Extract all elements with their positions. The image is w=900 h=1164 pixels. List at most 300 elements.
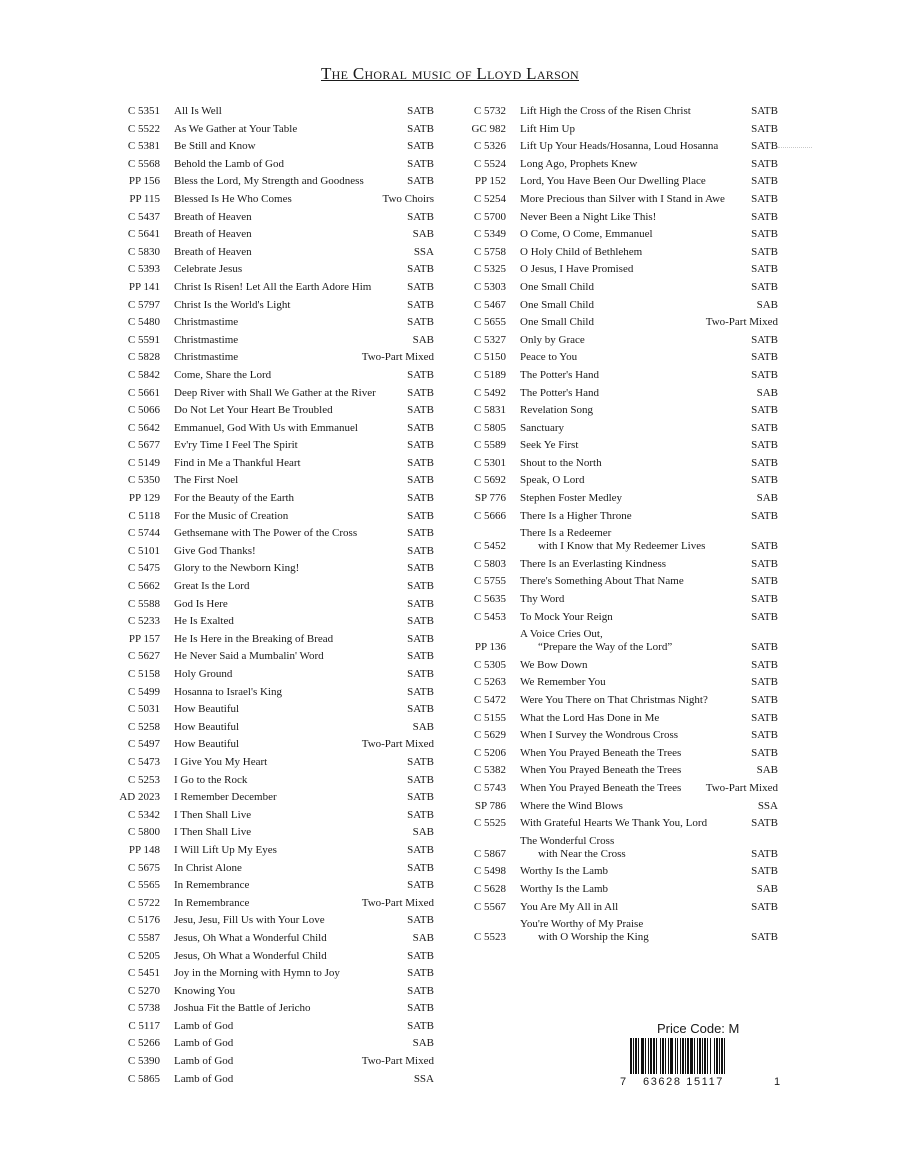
voicing: Two Choirs xyxy=(382,192,434,205)
voicing: SATB xyxy=(751,676,778,689)
song-title xyxy=(520,727,747,745)
song-title-line: Joshua Fit the Battle of Jericho xyxy=(174,1002,311,1015)
barcode-bar xyxy=(648,1038,649,1074)
catalog-number: C 5803 xyxy=(473,557,506,570)
voicing: SATB xyxy=(407,843,434,856)
catalog-number: GC 982 xyxy=(471,122,506,135)
song-title xyxy=(520,314,702,332)
catalog-number: C 5206 xyxy=(473,746,506,759)
song-title-line: Peace to You xyxy=(520,351,578,364)
catalog-number: C 5641 xyxy=(127,228,160,241)
song-title-line: He Never Said a Mumbalin' Word xyxy=(174,650,324,663)
song-title-line: Speak, O Lord xyxy=(520,474,585,487)
voicing: SSA xyxy=(413,245,434,258)
catalog-entry xyxy=(110,156,434,174)
voicing: SATB xyxy=(407,175,434,188)
barcode-bar xyxy=(662,1038,664,1074)
barcode-number-left: 7 xyxy=(620,1076,627,1088)
catalog-number: SP 776 xyxy=(474,492,506,505)
song-title-line: Gethsemane with The Power of the Cross xyxy=(174,527,358,540)
song-title-line: Lamb of God xyxy=(174,1019,234,1032)
catalog-entry xyxy=(456,209,778,227)
song-title-line: O Jesus, I Have Promised xyxy=(520,263,634,276)
song-title xyxy=(520,674,747,692)
catalog-number: C 5499 xyxy=(127,685,160,698)
catalog-entry xyxy=(456,657,778,675)
catalog-entry xyxy=(110,1018,434,1036)
song-title xyxy=(520,138,747,156)
catalog-number: C 5266 xyxy=(127,1037,160,1050)
song-title-line: One Small Child xyxy=(520,316,594,329)
voicing: SATB xyxy=(751,557,778,570)
song-title xyxy=(520,798,754,816)
catalog-number: C 5150 xyxy=(473,351,506,364)
voicing: Two-Part Mixed xyxy=(361,896,434,909)
song-title-line: How Beautiful xyxy=(174,703,240,716)
voicing: SATB xyxy=(751,245,778,258)
song-title xyxy=(174,666,403,684)
catalog-entry xyxy=(456,881,778,899)
catalog-entry xyxy=(110,983,434,1001)
voicing: SATB xyxy=(751,610,778,623)
catalog-entry xyxy=(456,727,778,745)
catalog-number: C 5473 xyxy=(127,755,160,768)
song-title xyxy=(174,244,410,262)
song-title xyxy=(520,349,747,367)
barcode-bar xyxy=(670,1038,673,1074)
song-title xyxy=(520,710,747,728)
barcode-bar xyxy=(699,1038,701,1074)
catalog-entry xyxy=(456,385,778,403)
catalog-number: C 5155 xyxy=(473,711,506,724)
song-title-line: There's Something About That Name xyxy=(520,575,684,588)
song-title xyxy=(520,899,747,917)
song-title-line: Christmastime xyxy=(174,316,239,329)
song-title-line: O Holy Child of Bethlehem xyxy=(520,245,643,258)
song-title-line: The Wonderful Cross xyxy=(520,834,615,847)
voicing: SATB xyxy=(407,456,434,469)
catalog-number: C 5453 xyxy=(473,610,506,623)
barcode-bar xyxy=(675,1038,676,1074)
catalog-entry xyxy=(456,573,778,591)
song-title-line: When You Prayed Beneath the Trees xyxy=(520,781,682,794)
song-title xyxy=(174,279,403,297)
voicing: SATB xyxy=(751,711,778,724)
song-title xyxy=(174,297,403,315)
song-title-line: The First Noel xyxy=(174,474,239,487)
voicing: SATB xyxy=(751,333,778,346)
catalog-entry xyxy=(110,367,434,385)
song-title xyxy=(174,314,403,332)
voicing: SATB xyxy=(407,421,434,434)
catalog-number: C 5351 xyxy=(127,105,160,117)
song-title xyxy=(174,807,403,825)
catalog-number: C 5349 xyxy=(473,228,506,241)
barcode-bar xyxy=(660,1038,661,1074)
song-title xyxy=(520,367,747,385)
catalog-number: C 5497 xyxy=(127,738,160,751)
song-title xyxy=(174,701,403,719)
catalog-number: C 5642 xyxy=(127,421,160,434)
song-title-line: How Beautiful xyxy=(174,720,240,733)
song-title-line: Thy Word xyxy=(520,593,565,606)
song-title-line: To Mock Your Reign xyxy=(520,610,613,623)
catalog-number: PP 136 xyxy=(474,641,506,654)
song-title xyxy=(520,455,747,473)
catalog-entry xyxy=(110,455,434,473)
song-title xyxy=(174,156,403,174)
song-title xyxy=(174,385,403,403)
song-title xyxy=(174,261,403,279)
catalog-entry xyxy=(456,332,778,350)
voicing: SATB xyxy=(751,900,778,913)
song-title-line: Bless the Lord, My Strength and Goodness xyxy=(174,175,364,188)
song-title-line: A Voice Cries Out, xyxy=(520,628,603,641)
song-title xyxy=(174,965,403,983)
barcode-bar xyxy=(682,1038,684,1074)
voicing: SATB xyxy=(407,210,434,223)
catalog-entry xyxy=(456,173,778,191)
song-title-line: When I Survey the Wondrous Cross xyxy=(520,729,679,742)
song-title-line: How Beautiful xyxy=(174,738,240,751)
voicing: SATB xyxy=(407,105,434,117)
song-title xyxy=(174,138,403,156)
catalog-entry xyxy=(110,948,434,966)
page-title: The Choral music of Lloyd Larson xyxy=(320,64,580,83)
catalog-entry xyxy=(456,490,778,508)
voicing: SAB xyxy=(412,228,434,241)
catalog-number: C 5831 xyxy=(473,404,506,417)
catalog-entry xyxy=(110,279,434,297)
catalog-number: C 5522 xyxy=(127,122,160,135)
catalog-entry xyxy=(110,121,434,139)
catalog-entry xyxy=(110,349,434,367)
catalog-number: C 5158 xyxy=(127,668,160,680)
catalog-entry xyxy=(456,745,778,763)
song-title xyxy=(174,209,403,227)
catalog-number: C 5451 xyxy=(127,967,160,980)
voicing: SATB xyxy=(751,175,778,188)
catalog-number: C 5254 xyxy=(473,192,506,205)
song-title-line: Great Is the Lord xyxy=(174,580,250,593)
catalog-number: PP 152 xyxy=(474,175,506,188)
voicing: SATB xyxy=(407,967,434,980)
voicing: Two-Part Mixed xyxy=(705,316,778,329)
barcode-number-right: 1 xyxy=(774,1076,781,1088)
song-title xyxy=(174,455,403,473)
catalog-number: PP 156 xyxy=(128,175,160,188)
song-title-line: Celebrate Jesus xyxy=(174,263,243,276)
catalog-number: C 5350 xyxy=(127,474,160,487)
catalog-number: C 5744 xyxy=(127,527,160,540)
catalog-number: C 5523 xyxy=(473,931,506,944)
voicing: SATB xyxy=(751,263,778,276)
catalog-entry xyxy=(110,490,434,508)
song-title-line: There Is a Redeemer xyxy=(520,527,612,540)
song-title-line: Breath of Heaven xyxy=(174,245,252,258)
song-title-line: Lord, You Have Been Our Dwelling Place xyxy=(520,175,706,188)
catalog-number: C 5176 xyxy=(127,914,160,927)
catalog-entry xyxy=(110,1053,434,1071)
song-title xyxy=(174,103,403,121)
song-title xyxy=(520,385,753,403)
song-title-line: Jesus, Oh What a Wonderful Child xyxy=(174,931,327,944)
catalog-entry xyxy=(456,420,778,438)
catalog-number: C 5390 xyxy=(127,1055,160,1068)
catalog-entry xyxy=(110,525,434,543)
voicing: SAB xyxy=(412,333,434,346)
song-title-line: Worthy Is the Lamb xyxy=(520,882,609,895)
song-title xyxy=(520,209,747,227)
song-title xyxy=(174,1000,403,1018)
barcode-bar xyxy=(635,1038,637,1074)
song-title-line: Holy Ground xyxy=(174,668,233,680)
catalog-entry xyxy=(110,965,434,983)
catalog-number: C 5842 xyxy=(127,368,160,381)
catalog-number: C 5662 xyxy=(127,580,160,593)
voicing: SATB xyxy=(751,746,778,759)
catalog-entry xyxy=(110,297,434,315)
song-title-line: In Remembrance xyxy=(174,879,250,892)
barcode-bar xyxy=(668,1038,669,1074)
catalog-number: C 5568 xyxy=(127,157,160,170)
song-title-subline: with O Worship the King xyxy=(538,931,649,944)
catalog-number: PP 141 xyxy=(128,280,160,293)
catalog-number: PP 115 xyxy=(129,192,160,205)
voicing: SATB xyxy=(407,808,434,821)
voicing: SATB xyxy=(407,773,434,786)
barcode-bar xyxy=(687,1038,689,1074)
song-title-subline: with Near the Cross xyxy=(538,847,626,860)
song-title xyxy=(174,648,403,666)
voicing: SATB xyxy=(751,865,778,878)
song-title-line: Lift Him Up xyxy=(520,122,575,135)
song-title-line: Sanctuary xyxy=(520,421,564,434)
catalog-number: C 5628 xyxy=(473,882,506,895)
voicing: SATB xyxy=(751,658,778,671)
voicing: SATB xyxy=(407,298,434,311)
barcode-bar xyxy=(714,1038,715,1074)
song-title-line: Long Ago, Prophets Knew xyxy=(520,157,638,170)
catalog-entry xyxy=(456,191,778,209)
catalog-entry xyxy=(456,472,778,490)
song-title xyxy=(174,596,403,614)
catalog-entry xyxy=(110,772,434,790)
song-title xyxy=(520,121,747,139)
catalog-number: C 5666 xyxy=(473,509,506,522)
catalog-entry xyxy=(456,226,778,244)
catalog-number: C 5565 xyxy=(127,879,160,892)
song-title-line: You Are My All in All xyxy=(520,900,619,913)
song-title xyxy=(174,173,403,191)
catalog-entry xyxy=(456,156,778,174)
catalog-entry xyxy=(110,209,434,227)
catalog-entry xyxy=(110,261,434,279)
song-title-line: Were You There on That Christmas Night? xyxy=(520,694,708,706)
song-title-line: You're Worthy of My Praise xyxy=(520,918,644,931)
catalog-entry xyxy=(110,191,434,209)
barcode-bar xyxy=(724,1038,725,1074)
voicing: SATB xyxy=(407,439,434,452)
voicing: SATB xyxy=(407,157,434,170)
voicing: SATB xyxy=(407,650,434,663)
song-title xyxy=(174,772,403,790)
song-title xyxy=(174,930,409,948)
voicing: SAB xyxy=(756,386,778,399)
voicing: SATB xyxy=(751,157,778,170)
catalog-entry xyxy=(110,244,434,262)
catalog-entry xyxy=(110,543,434,561)
catalog-entry xyxy=(110,895,434,913)
catalog-entry xyxy=(456,349,778,367)
voicing: SATB xyxy=(751,210,778,223)
song-title xyxy=(520,780,702,798)
voicing: SATB xyxy=(751,404,778,417)
catalog-number: C 5627 xyxy=(127,650,160,663)
voicing: SATB xyxy=(407,544,434,557)
song-title-line: Breath of Heaven xyxy=(174,210,252,223)
barcode-bar xyxy=(633,1038,634,1074)
song-title xyxy=(174,543,403,561)
song-title-line: More Precious than Silver with I Stand in Awe xyxy=(520,192,725,205)
voicing: SAB xyxy=(756,882,778,895)
barcode-bar xyxy=(685,1038,686,1074)
song-title xyxy=(520,402,747,420)
voicing: SATB xyxy=(751,351,778,364)
song-title-line: There Is a Higher Throne xyxy=(520,509,632,522)
voicing: SATB xyxy=(751,509,778,522)
song-title-line: Shout to the North xyxy=(520,456,602,469)
catalog-number: C 5263 xyxy=(473,676,506,689)
catalog-number: AD 2023 xyxy=(119,791,160,804)
voicing: SATB xyxy=(751,593,778,606)
song-title xyxy=(174,613,403,631)
song-title xyxy=(174,948,403,966)
catalog-entry xyxy=(456,833,778,864)
song-title-line: I Remember December xyxy=(174,791,277,804)
song-title xyxy=(174,578,403,596)
song-title-subline: with I Know that My Redeemer Lives xyxy=(538,540,706,553)
catalog-number: C 5661 xyxy=(127,386,160,399)
song-title xyxy=(174,877,403,895)
song-title-line: Behold the Lamb of God xyxy=(174,157,284,170)
voicing: SATB xyxy=(407,597,434,610)
song-title xyxy=(174,332,409,350)
catalog-number: C 5828 xyxy=(127,351,160,364)
voicing: SAB xyxy=(412,826,434,839)
song-title-line: Find in Me a Thankful Heart xyxy=(174,456,301,469)
catalog-entry xyxy=(110,684,434,702)
voicing: SATB xyxy=(407,861,434,874)
song-title xyxy=(520,261,747,279)
barcode-bar xyxy=(638,1038,639,1074)
catalog-column-left xyxy=(110,103,434,1088)
catalog-entry xyxy=(456,367,778,385)
barcode-bar xyxy=(710,1038,711,1074)
catalog-entry xyxy=(110,420,434,438)
catalog-entry xyxy=(110,596,434,614)
voicing: SATB xyxy=(407,140,434,153)
song-title xyxy=(520,591,747,609)
catalog-entry xyxy=(110,103,434,121)
catalog-number: C 5591 xyxy=(127,333,160,346)
catalog-entry xyxy=(110,385,434,403)
song-title-line: I Give You My Heart xyxy=(174,755,268,768)
song-title-line: I Then Shall Live xyxy=(174,808,252,821)
catalog-number: C 5301 xyxy=(473,456,506,469)
song-title-line: Knowing You xyxy=(174,984,236,997)
song-title xyxy=(520,297,753,315)
song-title xyxy=(520,332,747,350)
song-title xyxy=(520,918,747,944)
song-title-line: O Come, O Come, Emmanuel xyxy=(520,228,653,241)
song-title xyxy=(174,842,403,860)
catalog-entry xyxy=(110,807,434,825)
voicing: SATB xyxy=(407,280,434,293)
voicing: SAB xyxy=(756,298,778,311)
song-title xyxy=(174,508,403,526)
catalog-entry xyxy=(110,226,434,244)
catalog-entry xyxy=(110,719,434,737)
barcode-bar xyxy=(702,1038,703,1074)
song-title xyxy=(520,556,747,574)
song-title xyxy=(520,490,753,508)
catalog-entry xyxy=(456,626,778,657)
voicing: SATB xyxy=(751,575,778,588)
catalog-number: C 5865 xyxy=(127,1072,160,1085)
catalog-number: C 5303 xyxy=(473,280,506,293)
song-title-line: For the Beauty of the Earth xyxy=(174,492,295,505)
voicing: SAB xyxy=(756,492,778,505)
song-title-line: Lamb of God xyxy=(174,1037,234,1050)
song-title-line: Where the Wind Blows xyxy=(520,799,623,812)
catalog-number: C 5467 xyxy=(473,298,506,311)
song-title xyxy=(520,609,747,627)
dotted-leader-line xyxy=(778,147,812,148)
song-title xyxy=(520,745,747,763)
barcode-bar xyxy=(653,1038,655,1074)
catalog-entry xyxy=(110,842,434,860)
song-title xyxy=(174,437,403,455)
voicing: SATB xyxy=(751,694,778,706)
catalog-number: C 5587 xyxy=(127,931,160,944)
catalog-entry xyxy=(456,525,778,556)
catalog-number: PP 148 xyxy=(128,843,160,856)
voicing: SATB xyxy=(751,122,778,135)
catalog-entry xyxy=(456,261,778,279)
barcode-bar xyxy=(719,1038,720,1074)
voicing: SATB xyxy=(407,316,434,329)
song-title-line: Seek Ye First xyxy=(520,439,579,452)
song-title xyxy=(520,156,747,174)
song-title xyxy=(174,472,403,490)
catalog-number: C 5270 xyxy=(127,984,160,997)
voicing: SATB xyxy=(407,949,434,962)
song-title xyxy=(174,402,403,420)
voicing: SATB xyxy=(407,580,434,593)
catalog-entry xyxy=(456,762,778,780)
catalog-entry xyxy=(456,508,778,526)
song-title xyxy=(174,983,403,1001)
catalog-entry xyxy=(110,701,434,719)
song-title-line: Come, Share the Lord xyxy=(174,368,272,381)
voicing: SSA xyxy=(757,799,778,812)
catalog-number: C 5867 xyxy=(473,847,506,860)
catalog-number: C 5480 xyxy=(127,316,160,329)
song-title-line: For the Music of Creation xyxy=(174,509,289,522)
voicing: SATB xyxy=(407,492,434,505)
catalog-number: C 5524 xyxy=(473,157,506,170)
